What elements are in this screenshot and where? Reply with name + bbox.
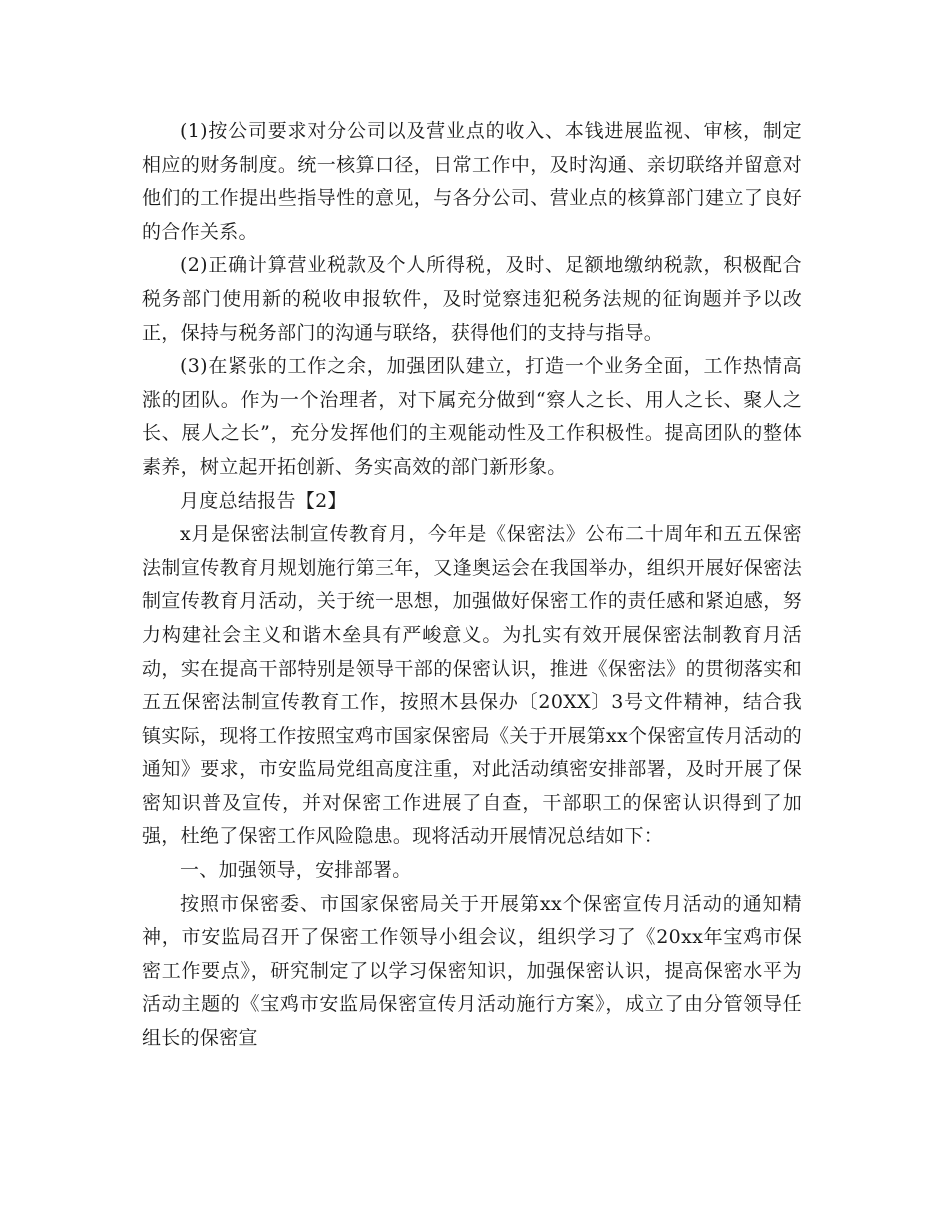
paragraph-finance-supervision: (1)按公司要求对分公司以及营业点的收入、本钱进展监视、审核，制定相应的财务制度。统一核算口径，日常工作中，及时沟通、亲切联络并留意对他们的工作提出些指导性的意见，与各分公司、营业点的核算部门建立了良好的合作关系。 — [142, 120, 802, 243]
document-body — [142, 115, 802, 1056]
paragraph-confidentiality-month: x月是保密法制宣传教育月，今年是《保密法》公布二十周年和五五保密法制宣传教育月规划施行第三年，又逢奥运会在我国举办，组织开展好保密法制宣传教育月活动，关于统一思想，加强做好保密工作的责任感和紧迫感，努力构建社会主义和谐木垒具有严峻意义。为扎实有效开展保密法制教育月活动，实在提高干部特别是领导干部的保密认识，推进《保密法》的贯彻落实和五五保密法制宣传教育工作，按照木县保办〔20XX〕3号文件精神，结合我镇实际，现将工作按照宝鸡市国家保密局《关于开展第xx个保密宣传月活动的通知》要求，市安监局党组高度注重，对此活动缜密安排部署，及时开展了保密知识普及宣传，并对保密工作进展了自查，干部职工的保密认识得到了加强，杜绝了保密工作风险隐患。现将活动开展情况总结如下： — [142, 523, 802, 848]
paragraph-team-building: (3)在紧张的工作之余，加强团队建立，打造一个业务全面，工作热情高涨的团队。作为一个治理者，对下属充分做到“察人之长、用人之长、聚人之长、展人之长”，充分发挥他们的主观能动性及工作积极性。提高团队的整体素养，树立起开拓创新、务实高效的部门新形象。 — [142, 355, 802, 478]
section-heading-report-2: 月度总结报告【2】 — [180, 489, 347, 512]
section-heading-leadership: 一、加强领导，安排部署。 — [180, 859, 412, 882]
paragraph-tax-payment: (2)正确计算营业税款及个人所得税，及时、足额地缴纳税款，积极配合税务部门使用新的税收申报软件，及时觉察违犯税务法规的征询题并予以改正，保持与税务部门的沟通与联络，获得他们的支持与指导。 — [142, 254, 802, 344]
paragraph-confidentiality-meeting: 按照市保密委、市国家保密局关于开展第xx个保密宣传月活动的通知精神，市安监局召开了保密工作领导小组会议，组织学习了《20xx年宝鸡市保密工作要点》，研究制定了以学习保密知识，加强保密认识，提高保密水平为活动主题的《宝鸡市安监局保密宣传月活动施行方案》，成立了由分管领导任组长的保密宣 — [142, 892, 802, 1050]
